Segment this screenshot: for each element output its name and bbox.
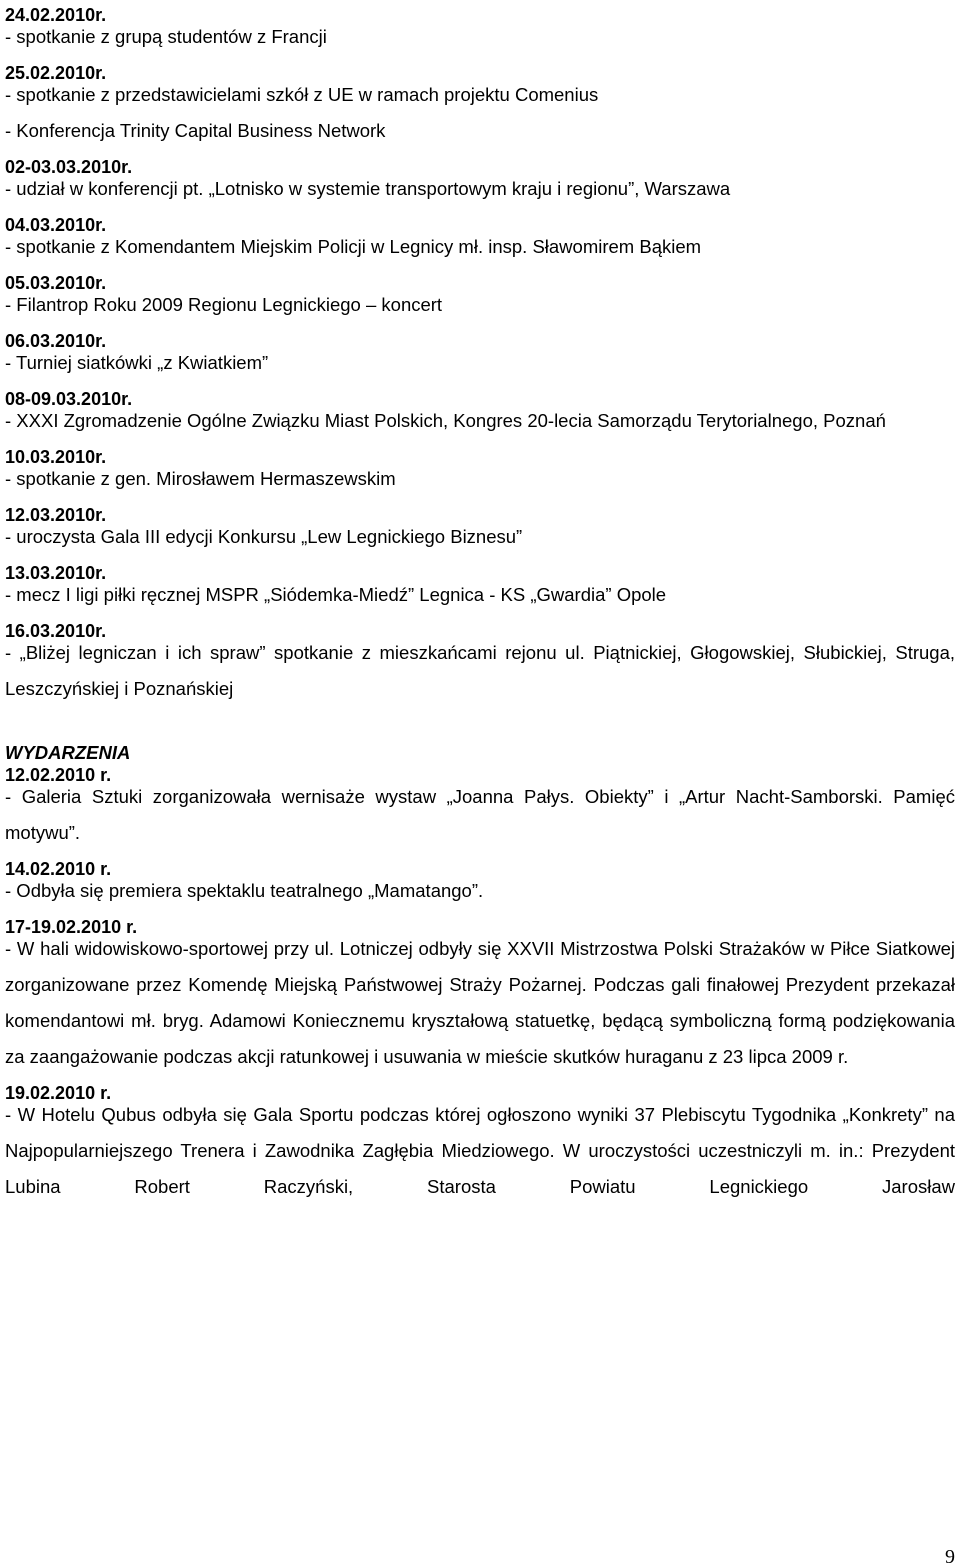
entry-text: - spotkanie z Komendantem Miejskim Policji w Legnicy mł. insp. Sławomirem Bąkiem [5, 236, 702, 257]
entry-text: - W hali widowiskowo-sportowej przy ul. Lotniczej odbyły się XXVII Mistrzostwa Polski Strażaków w Piłce Siatkowej zorganizowane przez Komendę Miejską Państwowej Straży Pożarnej. Podczas gali finałowej Prezydent przekazał komendantowi mł. bryg. Adamowi Koniecznemu kryształową statuetkę, będącą symboliczną formą podziękowania za zaangażowanie podczas akcji ratunkowej i usuwania w mieście skutków huraganu z 23 lipca 2009 r. [5, 938, 955, 1067]
entry-text: - uroczysta Gala III edycji Konkursu „Lew Legnickiego Biznesu” [5, 526, 523, 547]
entry-text: - Odbyła się premiera spektaklu teatralnego „Mamatango”. [5, 880, 484, 901]
entry-date: 12.03.2010r. [5, 505, 107, 525]
entry-text: - Galeria Sztuki zorganizowała wernisaże wystaw „Joanna Pałys. Obiekty” i „Artur Nacht-Samborski. Pamięć motywu”. [5, 786, 955, 843]
entry-text: - spotkanie z grupą studentów z Francji [5, 26, 327, 47]
entry-text: - XXXI Zgromadzenie Ogólne Związku Miast Polskich, Kongres 20-lecia Samorządu Terytorialnego, Poznań [5, 410, 886, 431]
entry-text: - „Bliżej legniczan i ich spraw” spotkanie z mieszkańcami rejonu ul. Piątnickiej, Głogowskiej, Słubickiej, Struga, Leszczyńskiej i Poznańskiej [5, 642, 955, 699]
entry-text: - Konferencja Trinity Capital Business Network [5, 120, 386, 141]
entry-date: 14.02.2010 r. [5, 859, 112, 879]
entry-text: - spotkanie z gen. Mirosławem Hermaszewskim [5, 468, 396, 489]
document-body [5, 5, 955, 1205]
entry-date: 13.03.2010r. [5, 563, 107, 583]
entry-date: 17-19.02.2010 r. [5, 917, 138, 937]
entry-date: 12.02.2010 r. [5, 765, 112, 785]
entry-text: - Turniej siatkówki „z Kwiatkiem” [5, 352, 269, 373]
page-number: 9 [945, 1546, 955, 1568]
entry-text: - W Hotelu Qubus odbyła się Gala Sportu podczas której ogłoszono wyniki 37 Plebiscytu Tygodnika „Konkrety” na Najpopularniejszego Trenera i Zawodnika Zagłębia Miedziowego. W uroczystości uczestniczyli m. in.: Prezydent Lubina Robert Raczyński, Starosta Powiatu Legnickiego Jarosław [5, 1104, 955, 1197]
entry-date: 24.02.2010r. [5, 5, 107, 25]
section-heading: WYDARZENIA [5, 742, 131, 763]
entry-date: 19.02.2010 r. [5, 1083, 112, 1103]
meetings-list [5, 5, 955, 707]
events-list [5, 765, 955, 1205]
entry-date: 04.03.2010r. [5, 215, 107, 235]
entry-date: 02-03.03.2010r. [5, 157, 133, 177]
entry-date: 25.02.2010r. [5, 63, 107, 83]
entry-text: - udział w konferencji pt. „Lotnisko w systemie transportowym kraju i regionu”, Warszawa [5, 178, 731, 199]
entry-date: 10.03.2010r. [5, 447, 107, 467]
entry-text: - mecz I ligi piłki ręcznej MSPR „Siódemka-Miedź” Legnica - KS „Gwardia” Opole [5, 584, 667, 605]
entry-date: 16.03.2010r. [5, 621, 107, 641]
entry-text: - Filantrop Roku 2009 Regionu Legnickiego – koncert [5, 294, 443, 315]
entry-date: 06.03.2010r. [5, 331, 107, 351]
entry-date: 08-09.03.2010r. [5, 389, 133, 409]
entry-text: - spotkanie z przedstawicielami szkół z UE w ramach projektu Comenius [5, 84, 599, 105]
entry-date: 05.03.2010r. [5, 273, 107, 293]
